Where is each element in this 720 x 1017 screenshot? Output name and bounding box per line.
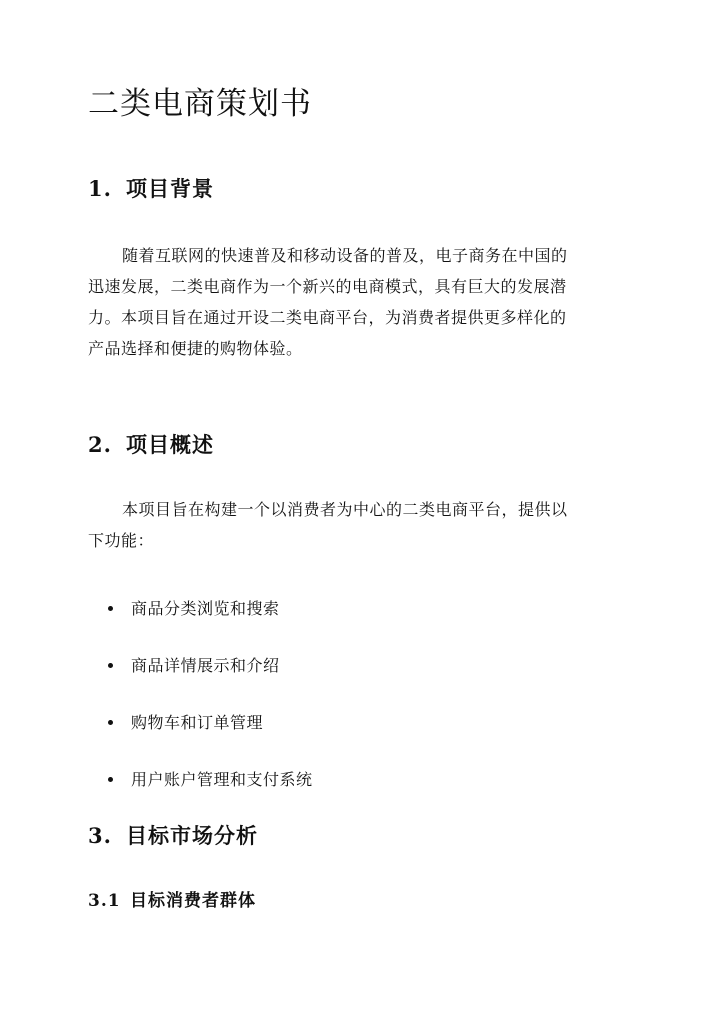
- bullet-icon: [108, 606, 113, 611]
- list-item-text: 商品详情展示和介绍: [131, 656, 280, 675]
- subsection-3-1-heading: [88, 888, 256, 914]
- list-item-text: 用户账户管理和支付系统: [131, 770, 313, 789]
- bullet-icon: [108, 777, 113, 782]
- subsection-number: 3.1: [88, 891, 121, 911]
- section-3-number: 3.: [88, 823, 112, 848]
- paragraph-line: 产品选择和便捷的购物体验。: [88, 339, 303, 358]
- section-1-title: 项目背景: [126, 176, 214, 201]
- section-1-heading: [88, 174, 214, 204]
- paragraph-line: 随着互联网的快速普及和移动设备的普及，电子商务在中国的: [122, 246, 568, 265]
- section-2-number: 2.: [88, 432, 112, 457]
- bullet-icon: [108, 720, 113, 725]
- section-2-heading: [88, 430, 214, 460]
- section-3-title: 目标市场分析: [126, 823, 258, 848]
- section-1-number: 1.: [88, 176, 112, 201]
- list-item-text: 购物车和订单管理: [131, 713, 264, 732]
- subsection-title: 目标消费者群体: [130, 891, 256, 911]
- section-1-paragraph: [88, 240, 636, 364]
- paragraph-line: 力。本项目旨在通过开设二类电商平台，为消费者提供更多样化的: [88, 308, 567, 327]
- paragraph-line: 本项目旨在构建一个以消费者为中心的二类电商平台，提供以: [122, 500, 568, 519]
- paragraph-line: 下功能：: [88, 531, 155, 550]
- bullet-icon: [108, 663, 113, 668]
- section-2-title: 项目概述: [126, 432, 214, 457]
- section-3-heading: [88, 821, 258, 851]
- section-2-paragraph: [88, 494, 636, 556]
- document-title: 二类电商策划书: [88, 86, 312, 122]
- paragraph-line: 迅速发展，二类电商作为一个新兴的电商模式，具有巨大的发展潜: [88, 277, 567, 296]
- list-item-text: 商品分类浏览和搜索: [131, 599, 280, 618]
